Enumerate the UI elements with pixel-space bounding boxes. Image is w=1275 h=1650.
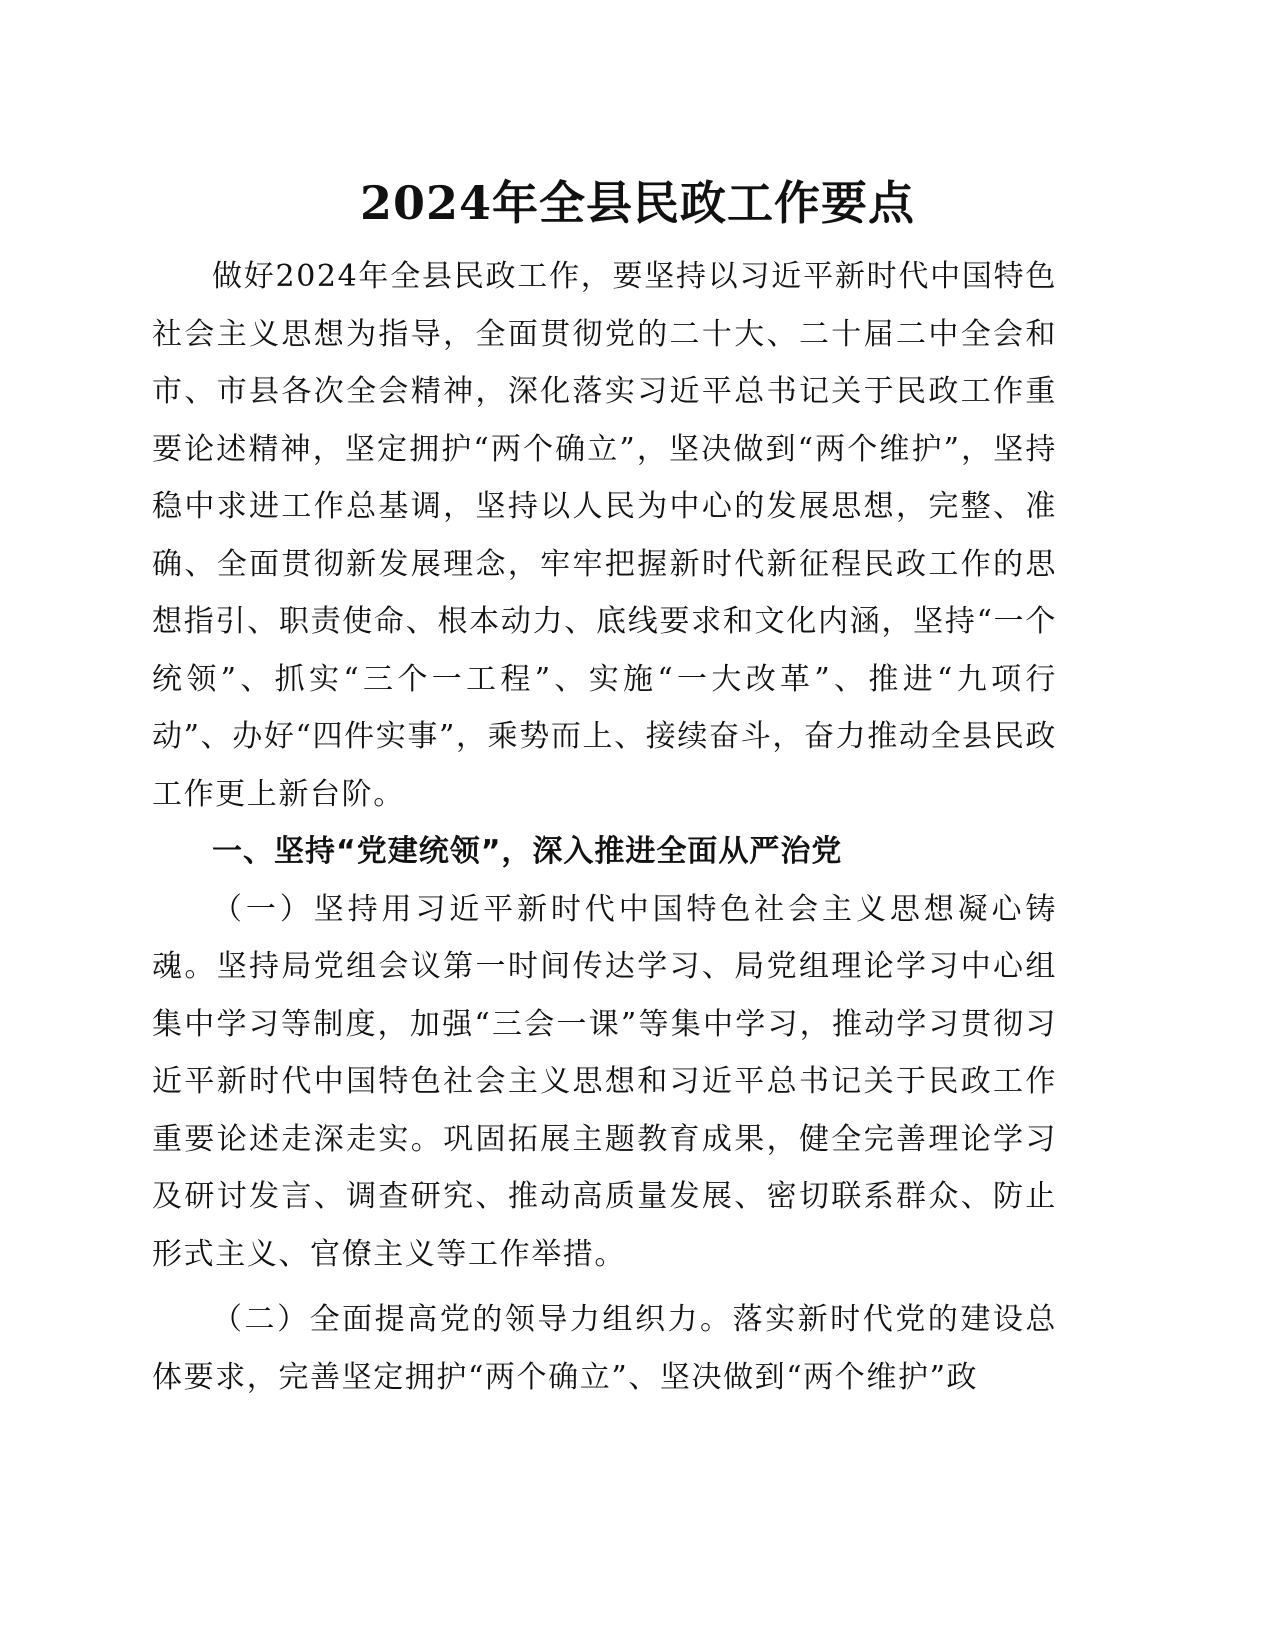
item-paragraph-1: （一）坚持用习近平新时代中国特色社会主义思想凝心铸魂。坚持局党组会议第一时间传达学习、局党组理论学习中心组集中学习等制度，加强“三会一课”等集中学习，推动学习贯彻习近平新时代中国特色社会主义思想和习近平总书记关于民政工作重要论述走深走实。巩固拓展主题教育成果，健全完善理论学习及研讨发言、调查研究、推动高质量发展、密切联系群众、防止形式主义、官僚主义等工作举措。 [152,891,1057,1272]
intro-paragraph: 做好2024年全县民政工作，要坚持以习近平新时代中国特色社会主义思想为指导，全面贯彻党的二十大、二十届二中全会和市、市县各次全会精神，深化落实习近平总书记关于民政工作重要论述精神，坚定拥护“两个确立”，坚决做到“两个维护”，坚持稳中求进工作总基调，坚持以人民为中心的发展思想，完整、准确、全面贯彻新发展理念，牢牢把握新时代新征程民政工作的思想指引、职责使命、根本动力、底线要求和文化内涵，坚持“一个统领”、抓实“三个一工程”、实施“一大改革”、推进“九项行动”、办好“四件实事”，乘势而上、接续奋斗，奋力推动全县民政工作更上新台阶。 [152,259,1057,812]
section-heading-1: 一、坚持“党建统领”，深入推进全面从严治党 [212,834,843,869]
document-title: 2024年全县民政工作要点 [359,176,916,230]
item-paragraph-2: （二）全面提高党的领导力组织力。落实新时代党的建设总体要求，完善坚定拥护“两个确立”、坚决做到“两个维护”政 [152,1302,1057,1395]
document-body [152,248,1057,1406]
